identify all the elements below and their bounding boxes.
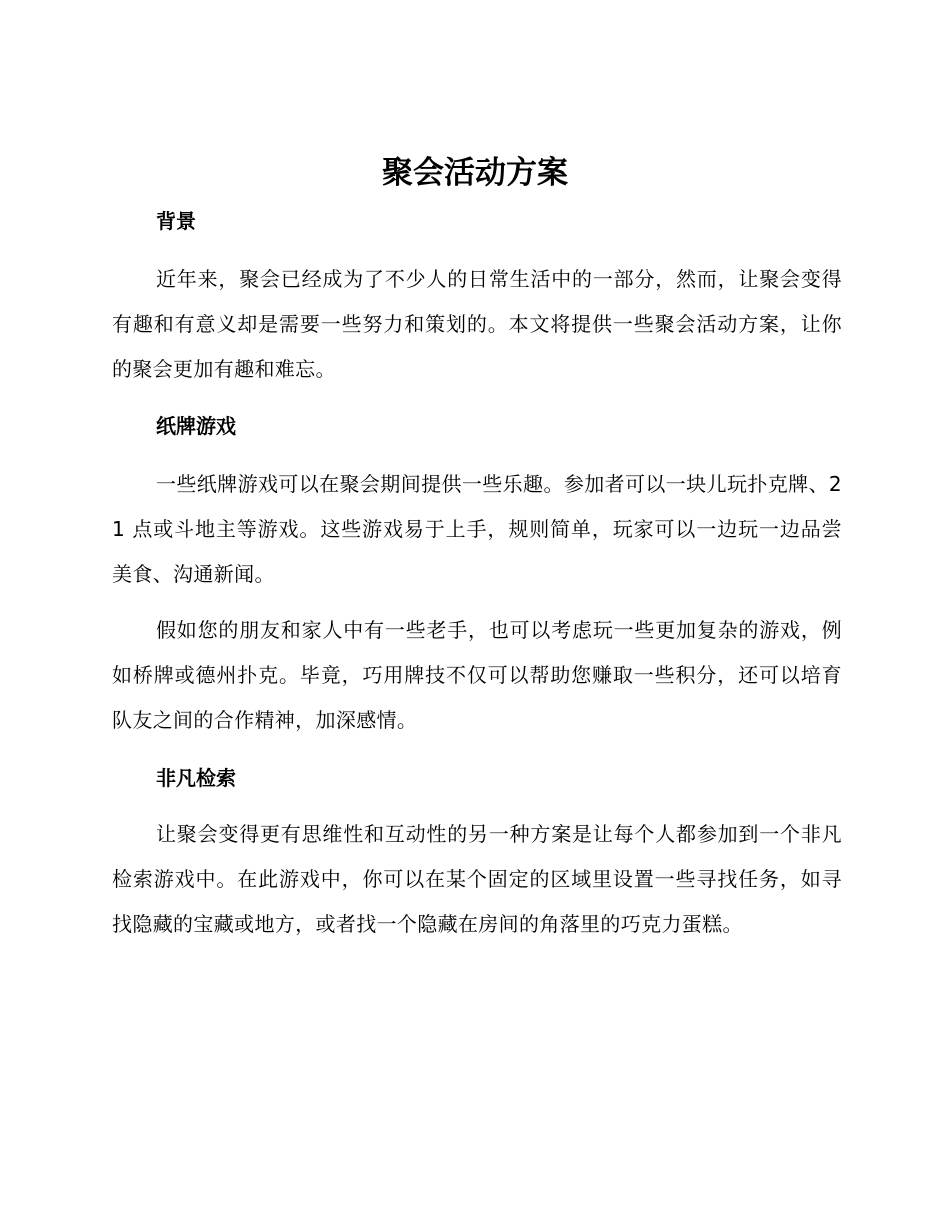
section-heading-background: 背景 [156,209,196,233]
document-title: 聚会活动方案 [382,155,568,191]
section-heading-treasure-hunt: 非凡检索 [156,766,236,790]
paragraph-treasure-hunt: 让聚会变得更有思维性和互动性的另一种方案是让每个人都参加到一个非凡检索游戏中。在此游戏中，你可以在某个固定的区域里设置一些寻找任务，如寻找隐藏的宝藏或地方，或者找一个隐藏在房间的角落里的巧克力蛋糕。 [112,822,842,936]
paragraph-card-games-1: 一些纸牌游戏可以在聚会期间提供一些乐趣。参加者可以一块儿玩扑克牌、21 点或斗地主等游戏。这些游戏易于上手，规则简单，玩家可以一边玩一边品尝美食、沟通新闻。 [112,472,842,586]
section-heading-card-games: 纸牌游戏 [156,414,236,438]
paragraph-card-games-2: 假如您的朋友和家人中有一些老手，也可以考虑玩一些更加复杂的游戏，例如桥牌或德州扑克。毕竟，巧用牌技不仅可以帮助您赚取一些积分，还可以培育队友之间的合作精神，加深感情。 [112,618,842,732]
paragraph-background: 近年来，聚会已经成为了不少人的日常生活中的一部分，然而，让聚会变得有趣和有意义却是需要一些努力和策划的。本文将提供一些聚会活动方案，让你的聚会更加有趣和难忘。 [112,267,842,381]
